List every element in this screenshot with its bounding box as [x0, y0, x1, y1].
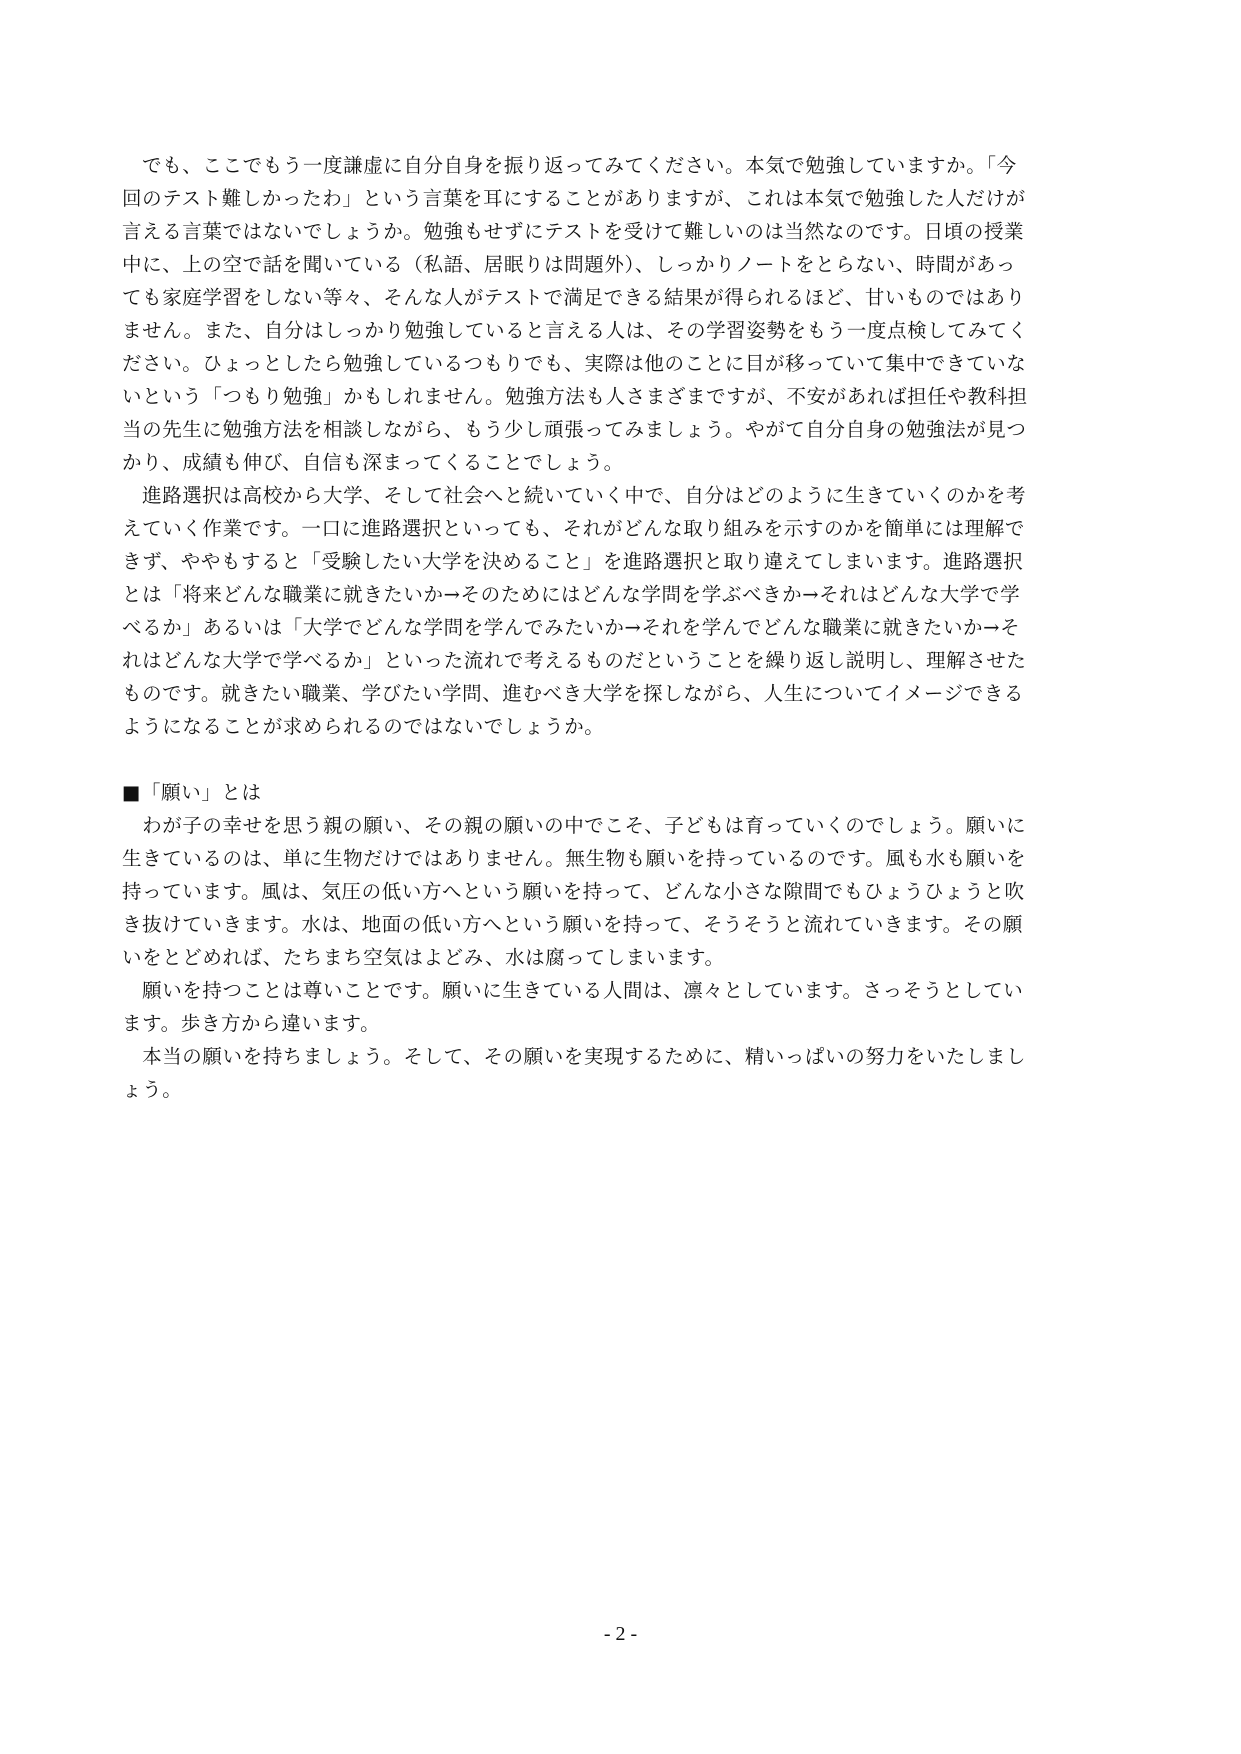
paragraph-line: 言える言葉ではないでしょうか。勉強もせずにテストを受けて難しいのは当然なのです。日頃の授業 [122, 220, 1025, 243]
paragraph-line: えていく作業です。一口に進路選択といっても、それがどんな取り組みを示すのかを簡単には理解で [122, 517, 1025, 540]
paragraph-line: でも、ここでもう一度謙虚に自分自身を振り返ってみてください。本気で勉強していますか。「今 [122, 154, 1017, 177]
paragraph-line: 中に、上の空で話を聞いている（私語、居眠りは問題外）、しっかりノートをとらない、時間があっ [122, 253, 1016, 276]
paragraph-line: わが子の幸せを思う親の願い、その親の願いの中でこそ、子どもは育っていくのでしょう。願いに [122, 814, 1027, 837]
paragraph-line: ません。また、自分はしっかり勉強していると言える人は、その学習姿勢をもう一度点検してみてく [122, 319, 1028, 342]
paragraph-line: ようになることが求められるのではないでしょうか。 [122, 715, 605, 738]
paragraph-line: 生きているのは、単に生物だけではありません。無生物も願いを持っているのです。風も水も願いを [122, 847, 1027, 870]
paragraph-line: き抜けていきます。水は、地面の低い方へという願いを持って、そうそうと流れていきます。その願 [122, 913, 1023, 936]
paragraph-line: 本当の願いを持ちましょう。そして、その願いを実現するために、精いっぱいの努力をいたしまし [122, 1045, 1027, 1068]
paragraph-line: いという「つもり勉強」かもしれません。勉強方法も人さまざまですが、不安があれば担任や教科担 [122, 385, 1028, 408]
paragraph-line: いをとどめれば、たちまち空気はよどみ、水は腐ってしまいます。 [122, 946, 725, 969]
paragraph-line: ものです。就きたい職業、学びたい学問、進むべき大学を探しながら、人生についてイメージできる [122, 682, 1024, 705]
paragraph-line: とは「将来どんな職業に就きたいか→そのためにはどんな学問を学ぶべきか→それはどんな大学で学 [122, 583, 1021, 606]
page-number: - 2 - [603, 1623, 638, 1645]
paragraph-line: ても家庭学習をしない等々、そんな人がテストで満足できる結果が得られるほど、甘いものではあり [122, 286, 1026, 309]
paragraph-line: 当の先生に勉強方法を相談しながら、もう少し頑張ってみましょう。やがて自分自身の勉強法が見つ [122, 418, 1027, 441]
paragraph-line: 願いを持つことは尊いことです。願いに生きている人間は、凛々としています。さっそうとしてい [122, 979, 1024, 1002]
paragraph-line: ます。歩き方から違います。 [122, 1012, 381, 1035]
blank-line [122, 743, 1120, 776]
paragraph-line: ょう。 [122, 1078, 183, 1101]
section-career-choice [122, 149, 1120, 1106]
paragraph-line: れはどんな大学で学べるか」といった流れで考えるものだということを繰り返し説明し、理解させた [122, 649, 1027, 672]
paragraph-line: ださい。ひょっとしたら勉強しているつもりでも、実際は他のことに目が移っていて集中できていな [122, 352, 1027, 375]
section-heading: ■「願い」とは [122, 781, 262, 804]
paragraph-line: 持っています。風は、気圧の低い方へという願いを持って、どんな小さな隙間でもひょうひょうと吹 [122, 880, 1025, 903]
paragraph-line: べるか」あるいは「大学でどんな学問を学んでみたいか→それを学んでどんな職業に就きたいか→そ [122, 616, 1021, 639]
paragraph-line: 進路選択は高校から大学、そして社会へと続いていく中で、自分はどのように生きていくのかを考 [122, 484, 1027, 507]
paragraph-line: きず、ややもすると「受験したい大学を決めること」を進路選択と取り違えてしまいます。進路選択 [122, 550, 1024, 573]
paragraph-line: 回のテスト難しかったわ」という言葉を耳にすることがありますが、これは本気で勉強した人だけが [122, 187, 1026, 210]
paragraph-line: かり、成績も伸び、自信も深まってくることでしょう。 [122, 451, 624, 474]
